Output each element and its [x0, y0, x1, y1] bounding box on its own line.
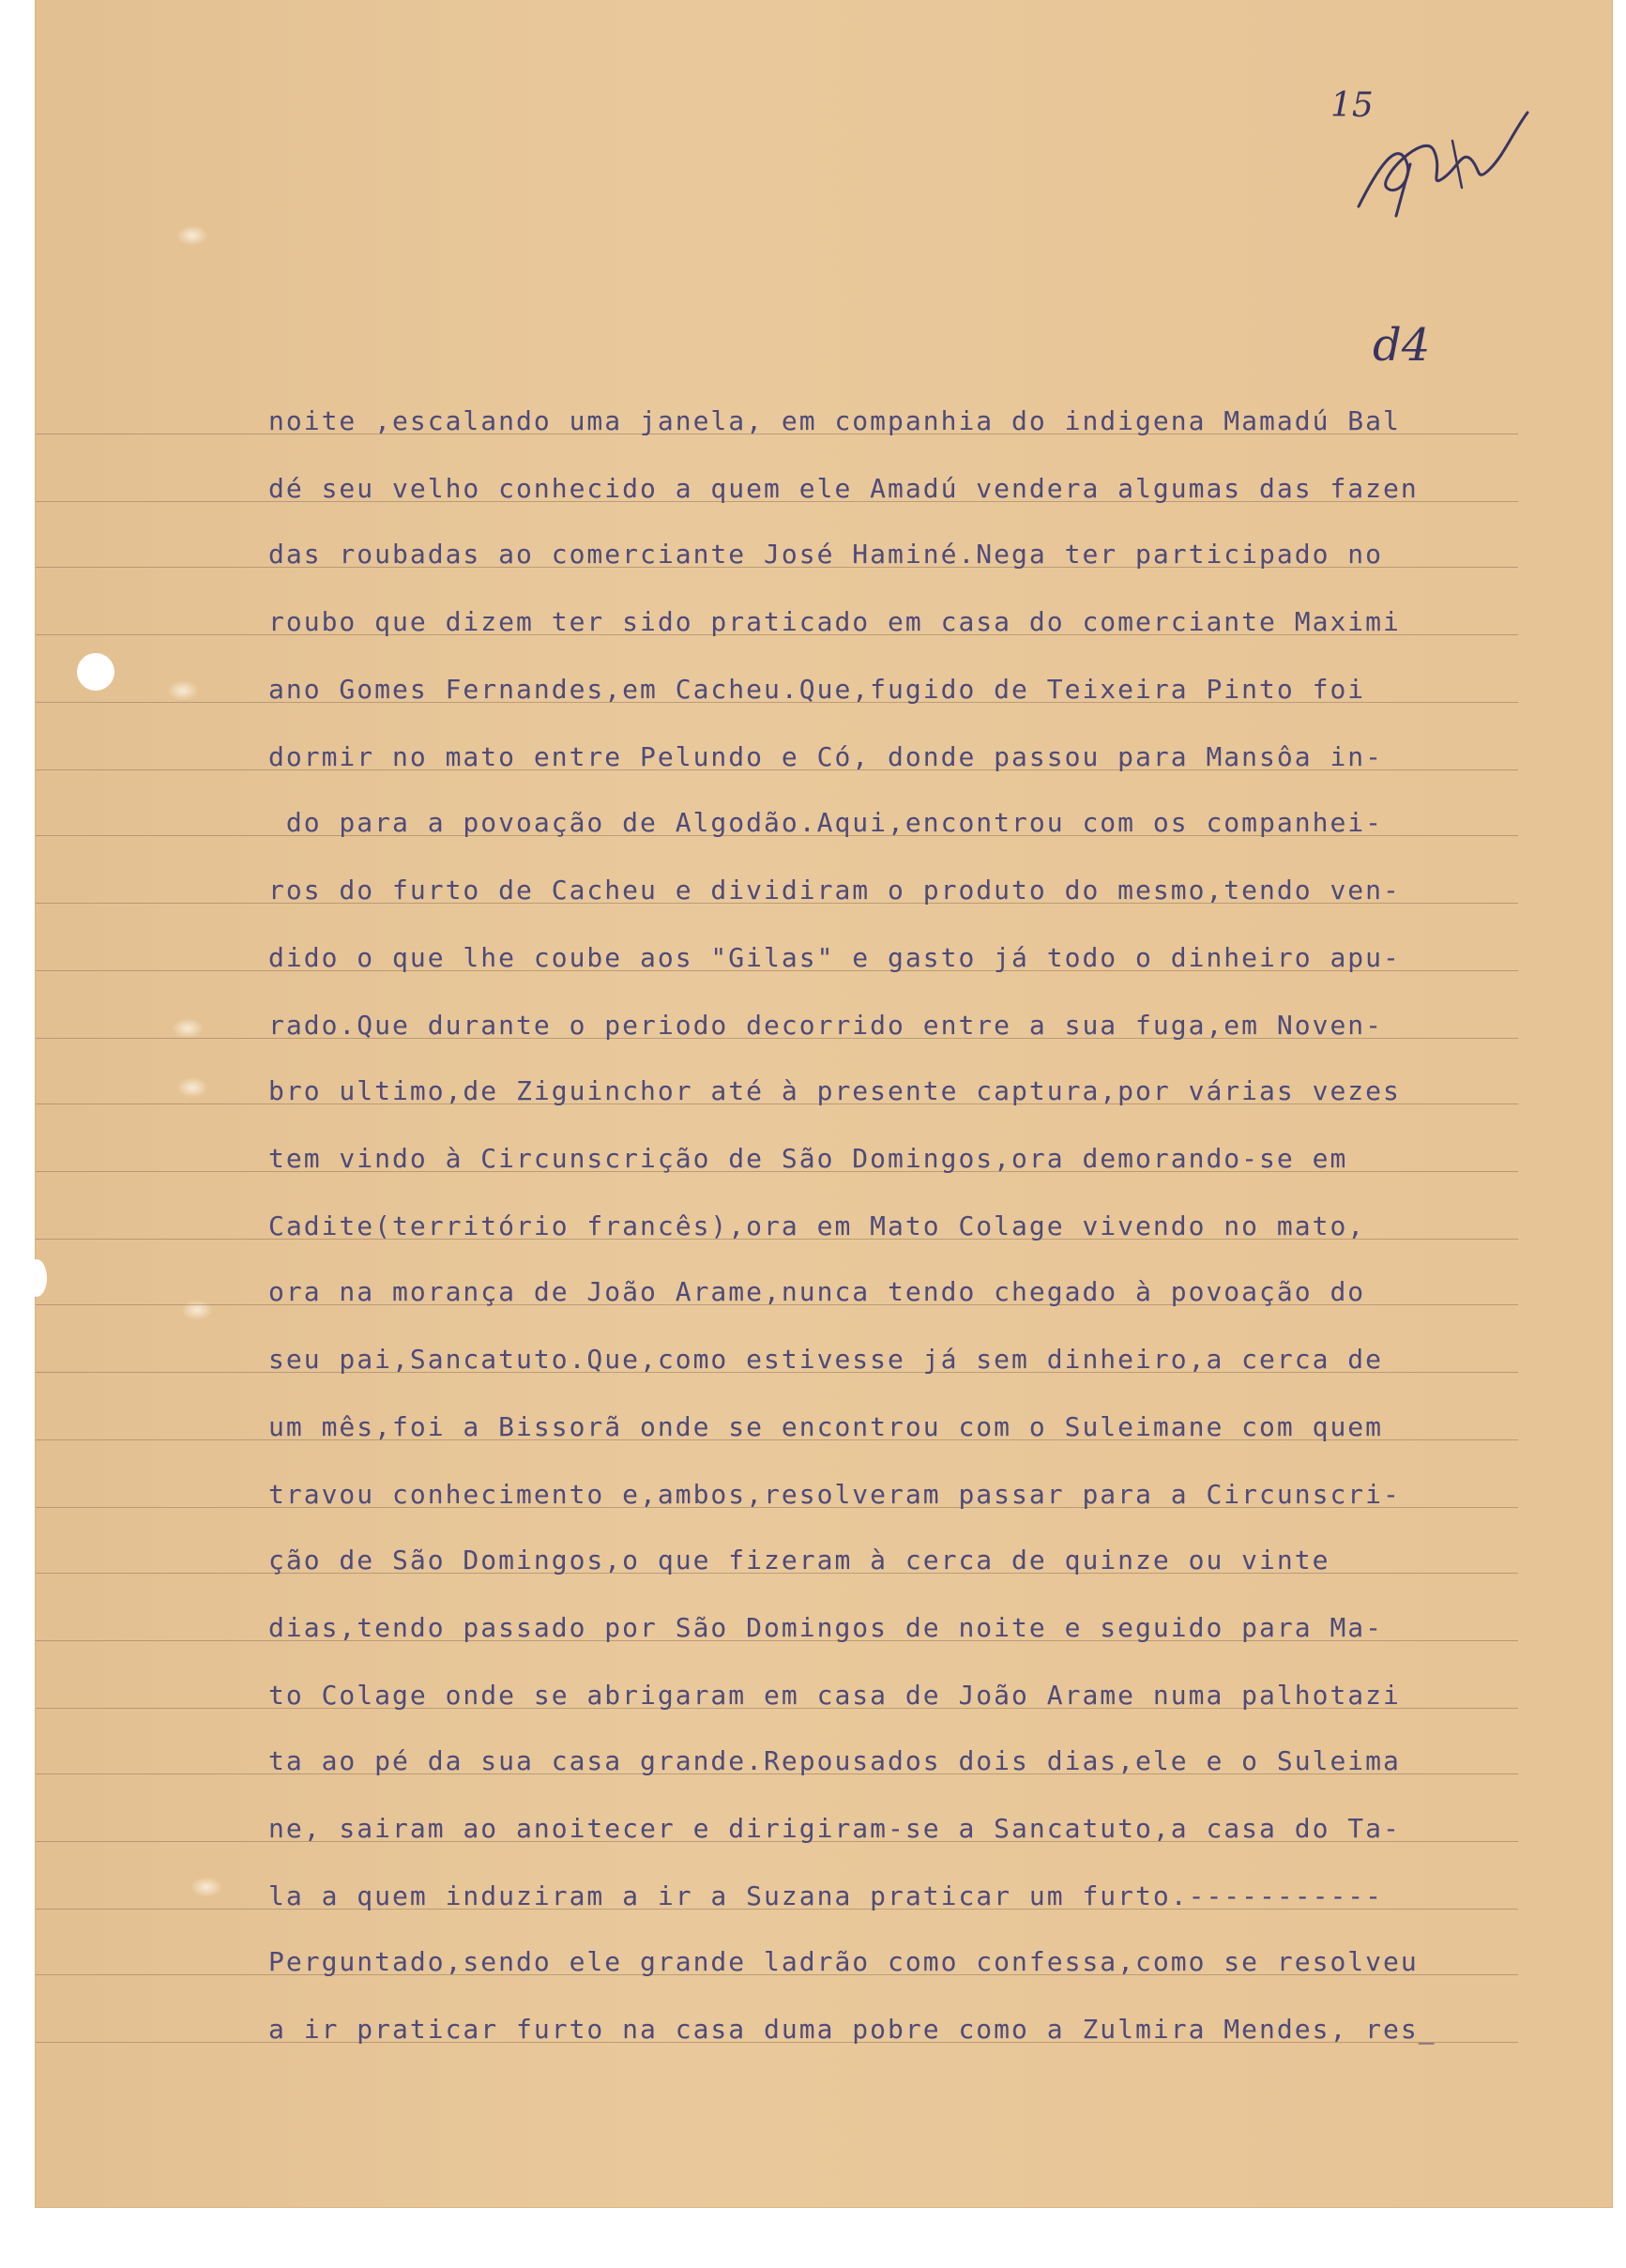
signature-scribble	[1340, 75, 1546, 235]
text-line: dormir no mato entre Pelundo e Có, donde passou para Mansôa in-	[268, 741, 1384, 772]
text-line: seu pai,Sancatuto.Que,como estivesse já sem dinheiro,a cerca de	[268, 1344, 1384, 1375]
text-line: bro ultimo,de Ziguinchor até à presente captura,por várias vezes	[268, 1075, 1401, 1106]
text-line: ne, sairam ao anoitecer e dirigiram-se a Sancatuto,a casa do Ta-	[268, 1813, 1401, 1844]
paper-crease	[181, 1300, 213, 1320]
text-line: dé seu velho conhecido a quem ele Amadú vendera algumas das fazen	[268, 473, 1419, 504]
text-line: noite ,escalando uma janela, em companhia do indigena Mamadú Bal	[268, 405, 1401, 436]
paper-crease	[167, 680, 199, 701]
paper-crease	[176, 1077, 208, 1098]
text-line: roubo que dizem ter sido praticado em casa do comerciante Maximi	[268, 606, 1401, 637]
text-line: rado.Que durante o periodo decorrido entre a sua fuga,em Noven-	[268, 1010, 1384, 1041]
text-line: Perguntado,sendo ele grande ladrão como confessa,como se resolveu	[268, 1946, 1419, 1977]
punch-hole	[77, 653, 114, 691]
paper-crease	[176, 225, 208, 246]
text-line: tem vindo à Circunscrição de São Domingos,ora demorando-se em	[268, 1143, 1348, 1174]
text-line: das roubadas ao comerciante José Haminé.Nega ter participado no	[268, 539, 1384, 570]
text-line: ora na morança de João Arame,nunca tendo chegado à povoação do	[268, 1276, 1366, 1307]
text-line: Cadite(território francês),ora em Mato Colage vivendo no mato,	[268, 1210, 1366, 1241]
text-line: um mês,foi a Bissorã onde se encontrou com o Suleimane com quem	[268, 1411, 1384, 1442]
text-line: ano Gomes Fernandes,em Cacheu.Que,fugido de Teixeira Pinto foi	[268, 674, 1366, 705]
text-line: do para a povoação de Algodão.Aqui,encontrou com os companhei-	[268, 807, 1384, 838]
text-line: travou conhecimento e,ambos,resolveram passar para a Circunscri-	[268, 1479, 1401, 1510]
text-line: ros do furto de Cacheu e dividiram o produto do mesmo,tendo ven-	[268, 875, 1401, 906]
text-line: la a quem induziram a ir a Suzana praticar um furto.-----------	[268, 1880, 1384, 1911]
page-number: 15	[1330, 86, 1374, 125]
punch-hole-edge	[26, 1259, 47, 1297]
text-line: dido o que lhe coube aos "Gilas" e gasto já todo o dinheiro apu-	[268, 942, 1401, 973]
paper-crease	[190, 1877, 222, 1897]
text-line: ta ao pé da sua casa grande.Repousados dois dias,ele e o Suleima	[268, 1745, 1401, 1776]
paper-crease	[172, 1018, 204, 1039]
text-line: ção de São Domingos,o que fizeram à cerca de quinze ou vinte	[268, 1545, 1330, 1575]
text-line: a ir praticar furto na casa duma pobre como a Zulmira Mendes, res_	[268, 2014, 1436, 2045]
text-line: dias,tendo passado por São Domingos de noite e seguido para Ma-	[268, 1612, 1384, 1643]
document-page	[36, 0, 1612, 2207]
text-line: to Colage onde se abrigaram em casa de João Arame numa palhotazi	[268, 1680, 1401, 1711]
folio-mark: d4	[1373, 319, 1431, 372]
